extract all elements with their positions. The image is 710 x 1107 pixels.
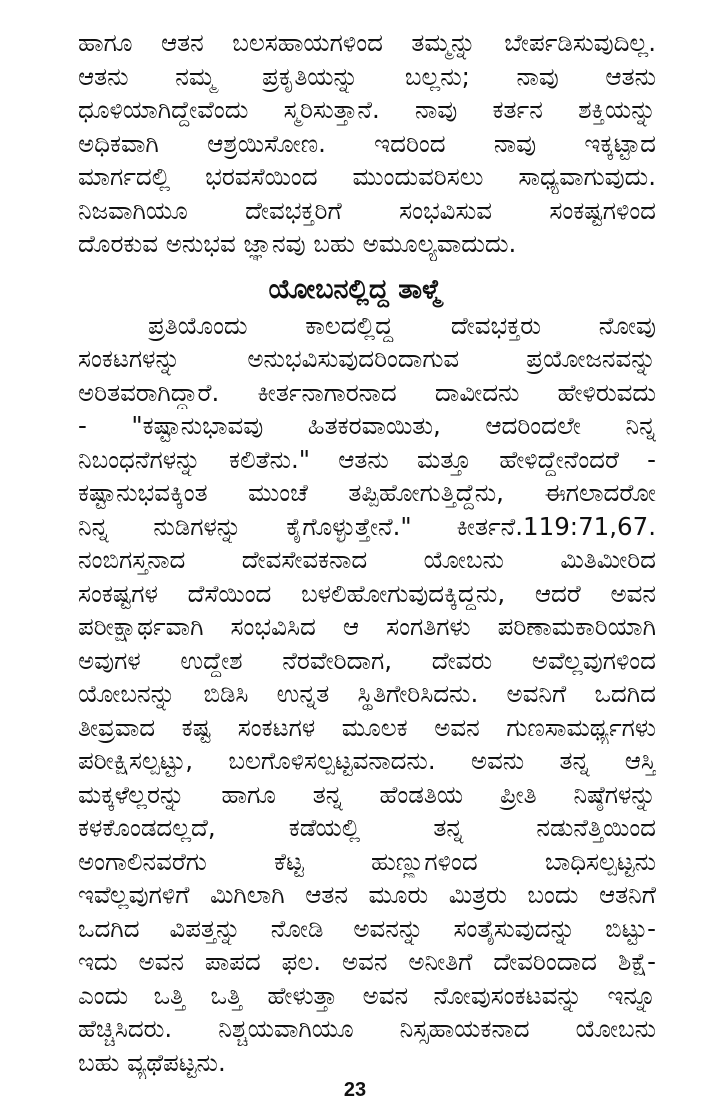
text-line: ಪರೀಕ್ಷಾರ್ಥವಾಗಿ ಸಂಭವಿಸಿದ ಆ ಸಂಗತಿಗಳು ಪರಿಣಾಮಕಾರಿಯಾಗಿ	[78, 612, 656, 641]
text-line: ಪ್ರತಿಯೊಂದು ಕಾಲದಲ್ಲಿದ್ದ ದೇವಭಕ್ತರು ನೋವು	[148, 310, 656, 340]
text-line: ಮಕ್ಕಳೆಲ್ಲರನ್ನು ಹಾಗೂ ತನ್ನ ಹೆಂಡತಿಯ ಪ್ರೀತಿ ನಿಷ್ಠೆಗಳನ್ನು	[78, 779, 656, 809]
text-line: ಅರಿತವರಾಗಿದ್ದಾರೆ. ಕೀರ್ತನಾಗಾರನಾದ ದಾವೀದನು ಹೇಳಿರುವದು	[78, 377, 656, 407]
text-line: ಇದು ಅವನ ಪಾಪದ ಫಲ. ಅವನ ಅನೀತಿಗೆ ದೇವರಿಂದಾದ ಶಿಕ್ಷೆ-	[78, 947, 656, 976]
text-line: ಪರೀಕ್ಷಿಸಲ್ಪಟ್ಟು, ಬಲಗೊಳಿಸಲ್ಪಟ್ಟವನಾದನು. ಅವನು ತನ್ನ ಆಸ್ತಿ	[78, 746, 656, 775]
text-line: ಅವುಗಳ ಉದ್ದೇಶ ನೆರವೇರಿದಾಗ, ದೇವರು ಅವೆಲ್ಲವುಗಳಿಂದ	[78, 645, 656, 675]
text-line: ಯೋಬನನ್ನು ಬಿಡಿಸಿ ಉನ್ನತ ಸ್ಥಿತಿಗೇರಿಸಿದನು. ಅವನಿಗೆ ಒದಗಿದ	[78, 679, 656, 708]
text-line: ಮಾರ್ಗದಲ್ಲಿ ಭರವಸೆಯಿಂದ ಮುಂದುವರಿಸಲು ಸಾಧ್ಯವಾಗುವುದು.	[78, 162, 656, 191]
text-line: ಬಹು ವ್ಯಥೆಪಟ್ಟನು.	[78, 1047, 226, 1077]
text-line: ಸಂಕಷ್ಟಗಳ ದೆಸೆಯಿಂದ ಬಳಲಿಹೋಗುವುದಕ್ಕಿದ್ದನು, ಆದರೆ ಅವನ	[78, 578, 656, 608]
text-line: ತೀವ್ರವಾದ ಕಷ್ಟ ಸಂಕಟಗಳ ಮೂಲಕ ಅವನ ಗುಣಸಾಮರ್ಥ್ಯಗಳು	[78, 712, 656, 742]
text-line: ಕಳಕೊಂಡದಲ್ಲದೆ, ಕಡೆಯಲ್ಲಿ ತನ್ನ ನಡುನೆತ್ತಿಯಿಂದ	[78, 813, 656, 842]
text-line: ಆತನು ನಮ್ಮ ಪ್ರಕೃತಿಯನ್ನು ಬಲ್ಲನು; ನಾವು ಆತನು	[78, 61, 656, 91]
text-line: ನಂಬಿಗಸ್ತನಾದ ದೇವಸೇವಕನಾದ ಯೋಬನು ಮಿತಿಮೀರಿದ	[78, 545, 656, 574]
text-line: ಧೂಳಿಯಾಗಿದ್ದೇವೆಂದು ಸ್ಮರಿಸುತ್ತಾನೆ. ನಾವು ಕರ್ತನ ಶಕ್ತಿಯನ್ನು	[78, 95, 656, 124]
text-line: - "ಕಷ್ಟಾನುಭಾವವು ಹಿತಕರವಾಯಿತು, ಆದರಿಂದಲೇ ನಿನ್ನ	[78, 411, 656, 440]
text-line: ಸಂಕಟಗಳನ್ನು ಅನುಭವಿಸುವುದರಿಂದಾಗುವ ಪ್ರಯೋಜನವನ್ನು	[78, 344, 656, 373]
text-line: ಅಧಿಕವಾಗಿ ಆಶ್ರಯಿಸೋಣ. ಇದರಿಂದ ನಾವು ಇಕ್ಕಟ್ಟಾದ	[78, 128, 656, 158]
text-line: ಎಂದು ಒತ್ತಿ ಒತ್ತಿ ಹೇಳುತ್ತಾ ಅವನ ನೋವುಸಂಕಟವನ್ನು ಇನ್ನೂ	[78, 980, 656, 1010]
text-line: ಕಷ್ಟಾನುಭವಕ್ಕಿಂತ ಮುಂಚೆ ತಪ್ಪಿಹೋಗುತ್ತಿದ್ದೆನು, ಈಗಲಾದರೋ	[78, 478, 656, 507]
text-line: ಅಂಗಾಲಿನವರೆಗು ಕೆಟ್ಟ ಹುಣ್ಣುಗಳಿಂದ ಬಾಧಿಸಲ್ಪಟ್ಟನು	[78, 846, 656, 876]
text-line: ಹಾಗೂ ಆತನ ಬಲಸಹಾಯಗಳಿಂದ ತಮ್ಮನ್ನು ಬೇರ್ಪಡಿಸುವುದಿಲ್ಲ.	[78, 28, 656, 57]
section-heading: ಯೋಬನಲ್ಲಿದ್ದ ತಾಳ್ಮೆ	[268, 273, 442, 305]
text-line: ಒದಗಿದ ವಿಪತ್ತನ್ನು ನೋಡಿ ಅವನನ್ನು ಸಂತೈಸುವುದನ್ನು ಬಿಟ್ಟು-	[78, 913, 656, 943]
text-line: ಹೆಚ್ಚಿಸಿದರು. ನಿಶ್ಚಯವಾಗಿಯೂ ನಿಸ್ಸಹಾಯಕನಾದ ಯೋಬನು	[78, 1014, 656, 1043]
text-line: ನಿಬಂಧನೆಗಳನ್ನು ಕಲಿತೆನು." ಆತನು ಮತ್ತೂ ಹೇಳಿದ್ದೇನೆಂದರೆ -	[78, 444, 656, 474]
text-line: ನಿಜವಾಗಿಯೂ ದೇವಭಕ್ತರಿಗೆ ಸಂಭವಿಸುವ ಸಂಕಷ್ಟಗಳಿಂದ	[78, 195, 656, 225]
page-number: 23	[343, 1079, 367, 1101]
text-line: ದೊರಕುವ ಅನುಭವ ಜ್ಞಾನವು ಬಹು ಅಮೂಲ್ಯವಾದುದು.	[78, 229, 517, 258]
text-line: ನಿನ್ನ ನುಡಿಗಳನ್ನು ಕೈಗೊಳ್ಳುತ್ತೇನೆ." ಕೀರ್ತನೆ.119:71,67.	[78, 511, 656, 541]
text-line: ಇವೆಲ್ಲವುಗಳಿಗೆ ಮಿಗಿಲಾಗಿ ಆತನ ಮೂರು ಮಿತ್ರರು ಬಂದು ಆತನಿಗೆ	[78, 880, 656, 909]
